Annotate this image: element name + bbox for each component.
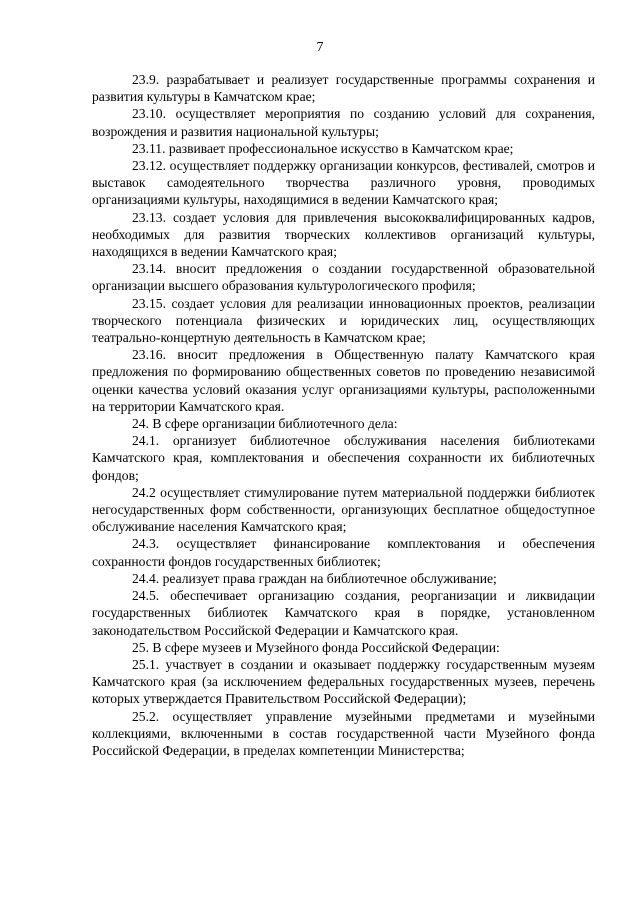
paragraph-23-16: 23.16. вносит предложения в Общественную палату Камчатского края предложения по формированию общественных советов по проведению независимой оценки качества условий оказания услуг организациями культуры, расположенными на территории Камчатского края. [92,347,595,414]
paragraph-25-2: 25.2. осуществляет управление музейными предметами и музейными коллекциями, включенными в состав государственной части Музейного фонда Российской Федерации, в пределах компетенции Министерства; [92,708,595,758]
paragraph-23-11: 23.11. развивает профессиональное искусство в Камчатском крае; [132,140,514,156]
paragraph-24-5: 24.5. обеспечивает организацию создания, реорганизации и ликвидации государственных библиотек Камчатского края в порядке, установленном законодательством Российской Федерации и Камчатского края. [92,588,595,638]
paragraph-23-14: 23.14. вносит предложения о создании государственной образовательной организации высшего образования культурологического профиля; [92,261,595,294]
page-number: 7 [316,40,324,55]
paragraph-23-12: 23.12. осуществляет поддержку организации конкурсов, фестивалей, смотров и выставок самодеятельного творчества различного уровня, проводимых организациями культуры, находящимися в ведении Камчатского края; [92,158,595,208]
paragraph-23-10: 23.10. осуществляет мероприятия по созданию условий для сохранения, возрождения и развития национальной культуры; [92,106,595,139]
paragraph-24-1: 24.1. организует библиотечное обслуживания населения библиотеками Камчатского края, комплектования и обеспечения сохранности их библиотечных фондов; [92,433,595,483]
paragraph-25-1: 25.1. участвует в создании и оказывает поддержку государственным музеям Камчатского края (за исключением федеральных государственных музеев, перечень которых утверждается Правительством Российской Федерации); [92,656,595,707]
paragraph-24-4: 24.4. реализует права граждан на библиотечное обслуживание; [132,570,497,586]
paragraph-23-9: 23.9. разрабатывает и реализует государственные программы сохранения и развития культуры в Камчатском крае; [92,72,595,105]
section-heading-25: 25. В сфере музеев и Музейного фонда Российской Федерации: [132,639,500,655]
section-heading-24: 24. В сфере организации библиотечного дела: [132,416,398,432]
document-body [92,71,595,759]
paragraph-23-15: 23.15. создает условия для реализации инновационных проектов, реализации творческого потенциала физических и юридических лиц, осуществляющих театрально-концертную деятельность в Камчатском крае; [92,295,595,346]
paragraph-24-2: 24.2 осуществляет стимулирование путем материальной поддержки библиотек негосударственных форм собственности, организующих бесплатное общедоступное обслуживание населения Камчатского края; [92,484,595,535]
paragraph-24-3: 24.3. осуществляет финансирование комплектования и обеспечения сохранности фондов государственных библиотек; [92,536,595,569]
paragraph-23-13: 23.13. создает условия для привлечения высококвалифицированных кадров, необходимых для развития творческих коллективов организаций культуры, находящихся в ведении Камчатского края; [92,209,595,260]
